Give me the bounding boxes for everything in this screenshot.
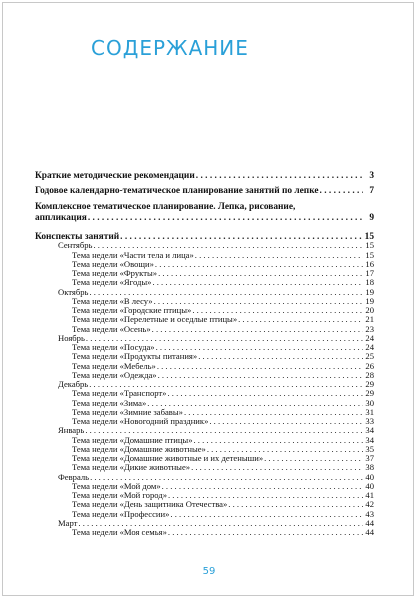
toc-entry-label: Тема недели «Осень» — [72, 323, 151, 334]
toc-entry-label: Тема недели «Одежда» — [72, 369, 157, 380]
leader-dots — [209, 417, 363, 426]
toc-page-number: 17 — [365, 268, 374, 278]
toc-page-number: 34 — [365, 434, 374, 445]
leader-dots — [191, 463, 363, 472]
toc-page-number: 30 — [365, 397, 374, 408]
toc-topic-row[interactable] — [35, 278, 374, 287]
toc-page-number: 28 — [365, 369, 374, 380]
toc-page-number: 37 — [365, 453, 374, 463]
toc-section-label-first-line: Комплексное тематическое планирование. Лепка, рисование, — [35, 202, 296, 212]
toc-entry-label: Тема недели «Части тела и лица» — [72, 249, 194, 260]
toc-entry-label: Тема недели «Овощи» — [72, 258, 154, 269]
toc-page-number: 16 — [365, 258, 374, 269]
leader-dots — [264, 454, 363, 463]
toc-entry-label: Тема недели «Домашние животные и их детеныши» — [72, 453, 264, 463]
toc-entry-label: Тема недели «Домашние животные» — [72, 443, 206, 454]
toc-topic-row[interactable] — [35, 389, 374, 398]
toc-section-label: Краткие методические рекомендации — [35, 171, 195, 181]
toc-section-row[interactable] — [35, 171, 374, 181]
leader-dots — [168, 528, 363, 537]
toc-entry-label: Январь — [58, 425, 85, 436]
toc-page-number: 18 — [365, 277, 374, 288]
toc-page-number: 19 — [365, 286, 374, 297]
toc-topic-row[interactable] — [35, 352, 374, 361]
toc-page-number: 15 — [365, 249, 374, 260]
leader-dots — [85, 426, 363, 435]
toc-page-number: 44 — [365, 517, 374, 528]
toc-page-number: 7 — [369, 186, 374, 196]
toc-entry-label: Тема недели «Продукты питания» — [72, 351, 198, 362]
toc-entry-label: Конспекты занятий — [35, 232, 120, 242]
toc-entry-label: Тема недели «Новогодний праздник» — [72, 416, 209, 426]
toc-entry-label: Тема недели «Мой дом» — [72, 480, 161, 491]
toc-page-number: 31 — [365, 406, 374, 417]
toc-entry-label: Тема недели «Домашние птицы» — [72, 434, 193, 445]
toc-topic-row[interactable] — [35, 325, 374, 334]
toc-page-number: 25 — [365, 351, 374, 362]
toc-topic-row[interactable] — [35, 463, 374, 472]
toc-topic-row[interactable] — [35, 315, 374, 324]
leader-dots — [228, 500, 363, 509]
toc-page-number: 44 — [365, 527, 374, 537]
toc-page-number: 23 — [365, 323, 374, 334]
toc-section-label: Годовое календарно-тематическое планирование занятий по лепке — [35, 186, 319, 196]
leader-dots — [196, 171, 363, 181]
toc-section-row[interactable] — [35, 186, 374, 196]
toc-page-number: 38 — [365, 462, 374, 473]
leader-dots — [167, 389, 363, 398]
toc-entry-label: Март — [58, 517, 78, 528]
toc-page-number: 20 — [365, 305, 374, 315]
toc-page-number: 19 — [365, 295, 374, 306]
leader-dots — [157, 362, 363, 371]
toc-entry-label: Сентябрь — [58, 240, 93, 251]
leader-dots — [152, 325, 363, 334]
toc-entry-label: Тема недели «День защитника Отечества» — [72, 499, 228, 510]
leader-dots — [194, 436, 364, 445]
leader-dots — [195, 251, 363, 260]
toc-page-number: 40 — [365, 480, 374, 491]
toc-page-number: 15 — [364, 232, 374, 242]
toc-entry-label: Тема недели «Зима» — [72, 397, 147, 408]
toc-page-number: 34 — [365, 425, 374, 436]
toc-entry-label: Тема недели «Ягоды» — [72, 277, 152, 288]
toc-entry-label: Февраль — [58, 471, 90, 482]
toc-page-number: 3 — [369, 171, 374, 181]
toc-page-number: 40 — [365, 471, 374, 482]
leader-dots — [162, 482, 363, 491]
leader-dots — [170, 510, 363, 519]
toc-entry-label: Тема недели «Транспорт» — [72, 388, 167, 399]
toc-entry-label: Тема недели «Моя семья» — [72, 527, 167, 537]
leader-dots — [152, 278, 363, 287]
toc-topic-row[interactable] — [35, 417, 374, 426]
leader-dots — [158, 371, 363, 380]
toc-entry-label: Тема недели «Городские птицы» — [72, 305, 192, 315]
toc-section-row[interactable] — [35, 213, 374, 223]
leader-dots — [155, 260, 363, 269]
toc-topic-row[interactable] — [35, 510, 374, 519]
toc-entry-label: Тема недели «Дикие животные» — [72, 462, 191, 473]
toc-page-number: 15 — [365, 240, 374, 251]
toc-topic-row[interactable] — [35, 500, 374, 509]
leader-dots — [238, 315, 363, 324]
toc-page-number: 43 — [365, 508, 374, 519]
page-number: 59 — [202, 566, 216, 577]
toc-entry-label: Тема недели «Зимние забавы» — [72, 406, 183, 417]
toc-page-number: 29 — [365, 388, 374, 399]
leader-dots — [88, 213, 363, 223]
leader-dots — [184, 408, 363, 417]
toc-page-number: 42 — [365, 499, 374, 510]
leader-dots — [158, 269, 363, 278]
toc-page-number: 9 — [369, 213, 374, 223]
toc-page-number: 26 — [365, 360, 374, 371]
toc-entry-label: Ноябрь — [58, 332, 85, 343]
leader-dots — [198, 352, 363, 361]
toc-page-number: 41 — [365, 490, 374, 500]
leader-dots — [320, 186, 363, 196]
toc-entry-label: Тема недели «Мебель» — [72, 360, 156, 371]
toc-entry-label: Тема недели «В лесу» — [72, 295, 153, 306]
toc-entry-label: Тема недели «Фрукты» — [72, 268, 158, 278]
toc-page-number: 24 — [365, 342, 374, 352]
toc-section-label: аппликация — [35, 213, 87, 223]
toc-month-row[interactable] — [35, 426, 374, 435]
toc-page-number: 33 — [365, 416, 374, 426]
toc-entry-label: Тема недели «Профессии» — [72, 508, 170, 519]
toc-month-row[interactable] — [35, 241, 374, 250]
toc-entry-label: Тема недели «Мой город» — [72, 490, 167, 500]
toc-topic-row[interactable] — [35, 528, 374, 537]
toc-entry-label: Декабрь — [58, 379, 89, 389]
toc-entry-label: Тема недели «Посуда» — [72, 342, 155, 352]
toc-page-number: 29 — [365, 379, 374, 389]
leader-dots — [93, 241, 363, 250]
toc-page-number: 35 — [365, 443, 374, 454]
toc-page-number: 24 — [365, 332, 374, 343]
page-title: СОДЕРЖАНИЕ — [91, 36, 249, 60]
toc-page-number: 21 — [365, 314, 374, 325]
toc-entry-label: Октябрь — [58, 286, 89, 297]
toc-entry-label: Тема недели «Перелетные и оседлые птицы» — [72, 314, 238, 325]
